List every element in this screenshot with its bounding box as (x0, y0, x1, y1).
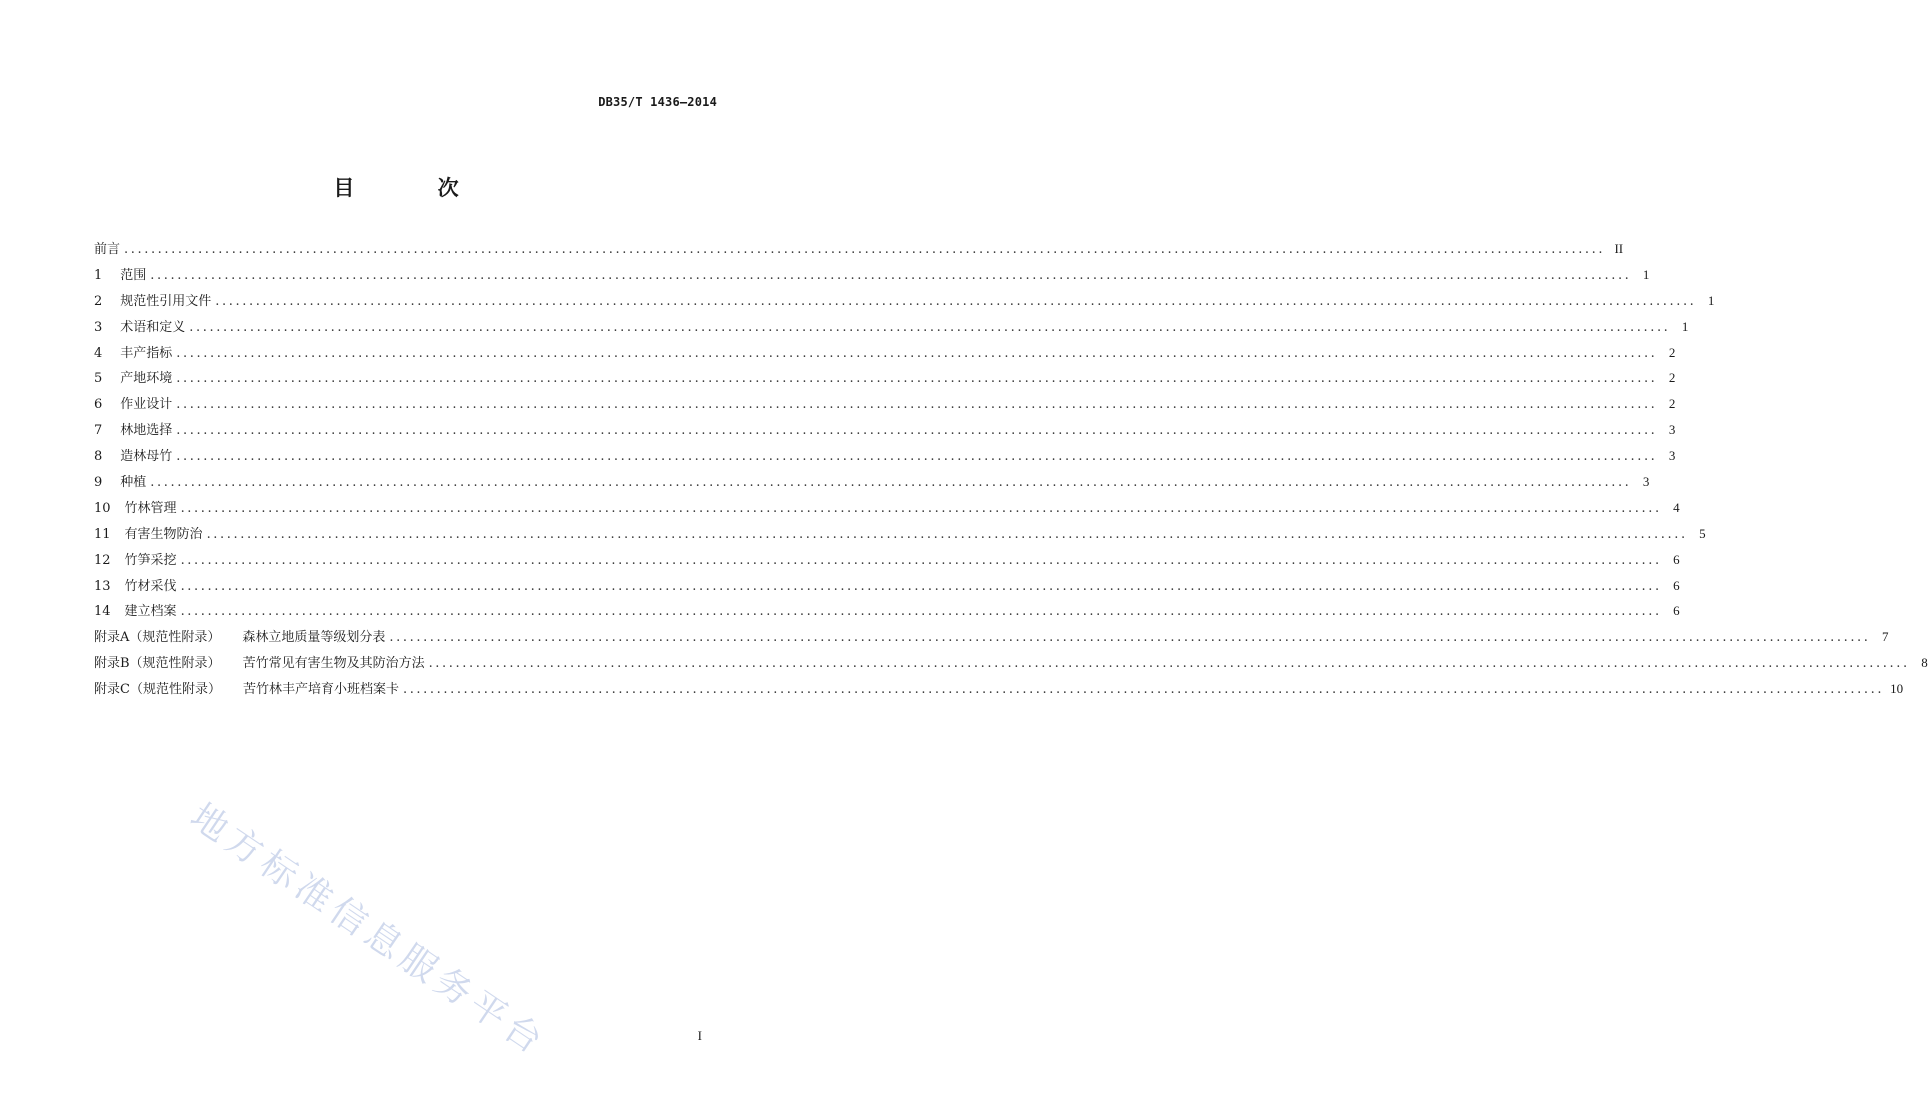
toc-dot-leader: ............................................................................................................................................................................................................................ (189, 319, 1671, 335)
toc-entry[interactable] (94, 288, 1715, 314)
toc-entry-number: 3 (94, 319, 103, 335)
page-number: I (697, 1028, 702, 1043)
toc-entry-page: 3 (1668, 448, 1676, 464)
toc-entry[interactable] (94, 650, 1928, 676)
toc-entry-label: 产地环境 (120, 371, 173, 387)
document-code: DB35/T 1436—2014 (598, 95, 717, 109)
toc-dot-leader: ............................................................................................................................................................................................................................ (176, 371, 1658, 387)
toc-entry-number: 12 (94, 552, 111, 568)
toc-title: 目 次 (333, 176, 497, 200)
toc-entry-number: 10 (94, 500, 111, 516)
toc-entry-label: 竹笋采挖 (124, 552, 177, 568)
toc-entry[interactable] (94, 391, 1676, 417)
toc-entry-number: 6 (94, 397, 103, 413)
toc-entry[interactable] (94, 443, 1676, 469)
toc-entry-page: 1 (1707, 292, 1715, 308)
toc-dot-leader: ............................................................................................................................................................................................................................ (180, 500, 1662, 516)
toc-entry-page: 1 (1642, 266, 1650, 282)
toc-entry[interactable] (94, 469, 1650, 495)
toc-entry-number: 8 (94, 449, 103, 465)
watermark: 地方标准信息服务平台 (182, 795, 554, 1065)
toc-entry-label: 苦竹常见有害生物及其防治方法 (242, 656, 425, 672)
toc-entry-page: 8 (1921, 655, 1928, 671)
toc-entry-page: 6 (1673, 603, 1680, 619)
toc-dot-leader: ............................................................................................................................................................................................................................ (180, 578, 1662, 594)
toc-dot-leader: ............................................................................................................................................................................................................................ (124, 242, 1606, 257)
toc-entry[interactable] (94, 495, 1680, 521)
toc-entry-page: 7 (1882, 629, 1889, 645)
toc-entry-label: 有害生物防治 (124, 526, 203, 542)
toc-entry-label: 竹林管理 (124, 500, 177, 516)
toc-dot-leader: ............................................................................................................................................................................................................................ (402, 682, 1885, 698)
toc-dot-leader: ............................................................................................................................................................................................................................ (428, 656, 1910, 672)
toc-entry-number: 7 (94, 423, 103, 439)
toc-entry-label: 建立档案 (124, 604, 177, 620)
toc-dot-leader: ............................................................................................................................................................................................................................ (150, 475, 1632, 491)
toc-dot-leader: ............................................................................................................................................................................................................................ (176, 423, 1658, 439)
toc-entry-label: 种植 (120, 475, 147, 491)
toc-entry-label: 造林母竹 (120, 449, 173, 465)
toc-entry-page: 4 (1673, 499, 1680, 515)
toc-entry-number: 9 (94, 475, 103, 491)
toc-entry[interactable] (94, 598, 1680, 624)
toc-dot-leader: ............................................................................................................................................................................................................................ (180, 604, 1662, 620)
toc-dot-leader: ............................................................................................................................................................................................................................ (206, 526, 1688, 542)
toc-entry[interactable] (94, 624, 1889, 650)
toc-entry-label: 前言 (94, 242, 121, 257)
toc-entry[interactable] (94, 417, 1676, 443)
toc-entry[interactable] (94, 365, 1676, 391)
toc-dot-leader: ............................................................................................................................................................................................................................ (176, 449, 1658, 465)
toc-entry-label: 林地选择 (120, 423, 173, 439)
toc-dot-leader: ............................................................................................................................................................................................................................ (389, 630, 1871, 646)
toc-entry-number: 附录C（规范性附录） (94, 682, 221, 698)
toc-entry-number: 4 (94, 345, 103, 361)
toc-entry-page: 1 (1681, 318, 1689, 334)
toc-entry-page: 6 (1673, 551, 1680, 567)
toc-entry-page: 3 (1642, 474, 1650, 490)
toc-entry-number: 5 (94, 371, 103, 387)
toc-entry-number: 2 (94, 293, 103, 309)
toc-entry-number: 13 (94, 578, 111, 594)
toc-entry-page: 10 (1890, 681, 1904, 697)
toc-entry[interactable] (94, 547, 1680, 573)
toc-entry-number: 14 (94, 604, 111, 620)
toc-entry-label: 作业设计 (120, 397, 173, 413)
toc-entry-number: 附录A（规范性附录） (94, 630, 221, 646)
toc-entry-page: 5 (1699, 525, 1706, 541)
toc-entry-label: 规范性引用文件 (120, 293, 212, 309)
toc-entry-label: 森林立地质量等级划分表 (242, 630, 386, 646)
toc-dot-leader: ............................................................................................................................................................................................................................ (176, 397, 1658, 413)
toc-entry[interactable] (94, 236, 1624, 262)
toc-entry-label: 竹材采伐 (124, 578, 177, 594)
toc-entry-number: 附录B（规范性附录） (94, 656, 221, 672)
toc-entry[interactable] (94, 262, 1650, 288)
table-of-contents (94, 236, 1928, 702)
toc-dot-leader: ............................................................................................................................................................................................................................ (215, 293, 1697, 309)
toc-entry-label: 范围 (120, 267, 147, 283)
toc-dot-leader: ............................................................................................................................................................................................................................ (180, 552, 1662, 568)
toc-entry-label: 术语和定义 (120, 319, 186, 335)
toc-entry[interactable] (94, 573, 1680, 599)
toc-dot-leader: ............................................................................................................................................................................................................................ (150, 267, 1632, 283)
toc-entry-page: 2 (1668, 396, 1676, 412)
toc-entry-page: 2 (1668, 344, 1676, 360)
toc-entry[interactable] (94, 521, 1706, 547)
toc-entry[interactable] (94, 340, 1676, 366)
toc-entry-number: 11 (94, 526, 111, 542)
toc-entry-label: 苦竹林丰产培育小班档案卡 (242, 682, 399, 698)
toc-entry[interactable] (94, 676, 1904, 702)
toc-entry[interactable] (94, 314, 1689, 340)
toc-entry-page: II (1614, 241, 1624, 256)
toc-dot-leader: ............................................................................................................................................................................................................................ (176, 345, 1658, 361)
toc-entry-page: 3 (1668, 422, 1676, 438)
toc-entry-page: 2 (1668, 370, 1676, 386)
toc-entry-page: 6 (1673, 577, 1680, 593)
toc-entry-label: 丰产指标 (120, 345, 173, 361)
toc-entry-number: 1 (94, 267, 103, 283)
